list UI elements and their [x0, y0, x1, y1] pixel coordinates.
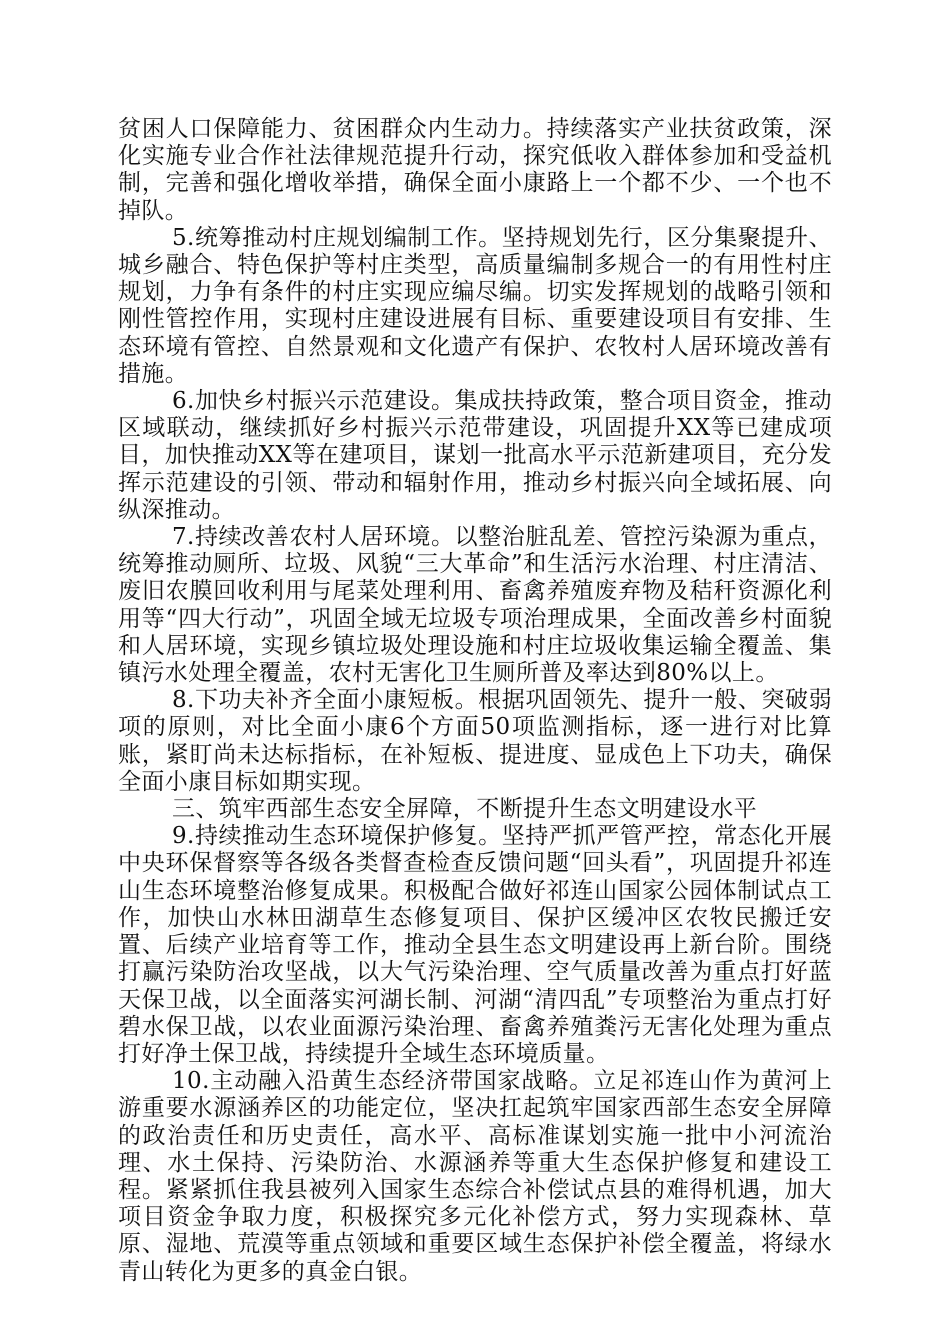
paragraph-item-7: 7.持续改善农村人居环境。以整治脏乱差、管控污染源为重点，统筹推动厕所、垃圾、风貌“三大革命”和生活污水治理、村庄清洁、废旧农膜回收利用与尾菜处理利用、畜禽养殖废弃物及秸秆资源化利用等“四大行动”，巩固全域无垃圾专项治理成果，全面改善乡村面貌和人居环境，实现乡镇垃圾处理设施和村庄垃圾收集运输全覆盖、集镇污水处理全覆盖，农村无害化卫生厕所普及率达到80%以上。 [118, 524, 832, 687]
paragraph-continued: 贫困人口保障能力、贫困群众内生动力。持续落实产业扶贫政策，深化实施专业合作社法律规范提升行动，探究低收入群体参加和受益机制，完善和强化增收举措，确保全面小康路上一个都不少、一个也不掉队。 [118, 116, 832, 224]
paragraph-item-10: 10.主动融入沿黄生态经济带国家战略。立足祁连山作为黄河上游重要水源涵养区的功能定位，坚决扛起筑牢国家西部生态安全屏障的政治责任和历史责任，高水平、高标准谋划实施一批中小河流治理、水土保持、污染防治、水源涵养等重大生态保护修复和建设工程。紧紧抓住我县被列入国家生态综合补偿试点县的难得机遇，加大项目资金争取力度，积极探究多元化补偿方式，努力实现森林、草原、湿地、荒漠等重点领域和重要区域生态保护补偿全覆盖，将绿水青山转化为更多的真金白银。 [118, 1068, 832, 1285]
paragraph-item-6: 6.加快乡村振兴示范建设。集成扶持政策，整合项目资金，推动区域联动，继续抓好乡村振兴示范带建设，巩固提升XX等已建成项目，加快推动XX等在建项目，谋划一批高水平示范新建项目，充分发挥示范建设的引领、带动和辐射作用，推动乡村振兴向全域拓展、向纵深推动。 [118, 388, 832, 523]
paragraph-item-8: 8.下功夫补齐全面小康短板。根据巩固领先、提升一般、突破弱项的原则，对比全面小康6个方面50项监测指标，逐一进行对比算账，紧盯尚未达标指标，在补短板、提进度、显成色上下功夫，确保全面小康目标如期实现。 [118, 687, 832, 795]
section-heading-3: 三、筑牢西部生态安全屏障，不断提升生态文明建设水平 [172, 796, 757, 823]
paragraph-item-9: 9.持续推动生态环境保护修复。坚持严抓严管严控，常态化开展中央环保督察等各级各类督查检查反馈问题“回头看”，巩固提升祁连山生态环境整治修复成果。积极配合做好祁连山国家公园体制试点工作，加快山水林田湖草生态修复项目、保护区缓冲区农牧民搬迁安置、后续产业培育等工作，推动全县生态文明建设再上新台阶。围绕打赢污染防治攻坚战，以大气污染治理、空气质量改善为重点打好蓝天保卫战，以全面落实河湖长制、河湖“清四乱”专项整治为重点打好碧水保卫战，以农业面源污染治理、畜禽养殖粪污无害化处理为重点打好净土保卫战，持续提升全域生态环境质量。 [118, 823, 832, 1067]
document-body [118, 116, 832, 1286]
paragraph-item-5: 5.统筹推动村庄规划编制工作。坚持规划先行，区分集聚提升、城乡融合、特色保护等村庄类型，高质量编制多规合一的有用性村庄规划，力争有条件的村庄实现应编尽编。切实发挥规划的战略引领和刚性管控作用，实现村庄建设进展有目标、重要建设项目有安排、生态环境有管控、自然景观和文化遗产有保护、农牧村人居环境改善有措施。 [118, 224, 832, 387]
